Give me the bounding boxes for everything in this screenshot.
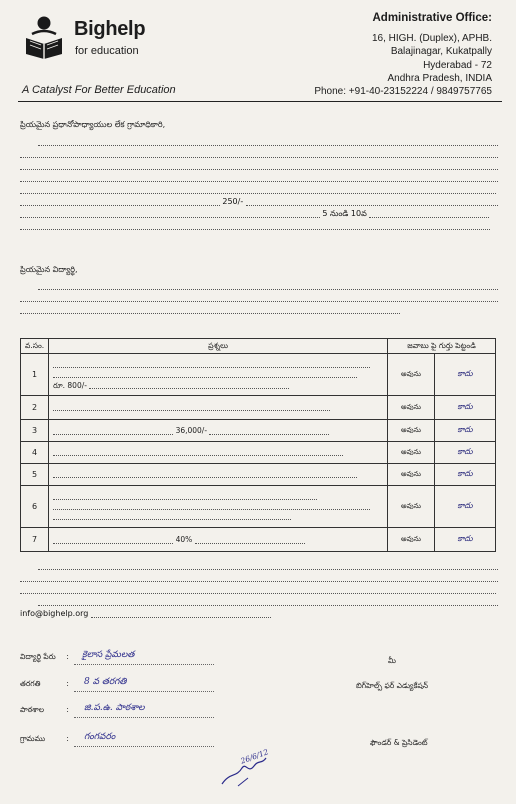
table-row xyxy=(21,354,496,396)
answer-yes[interactable]: అవును xyxy=(388,528,435,552)
question-cell: రూ. 800/- xyxy=(49,354,388,396)
handwritten-signature xyxy=(218,742,278,792)
answer-yes[interactable]: అవును xyxy=(388,354,435,396)
eligibility-questions-table xyxy=(20,338,496,552)
question-cell xyxy=(49,420,388,442)
brand-subtitle: for education xyxy=(75,45,139,57)
answer-no-marked[interactable]: కాదు xyxy=(435,442,496,464)
class-range: 5 నుండి 10వ xyxy=(322,209,367,218)
village-label: గ్రామము xyxy=(20,734,46,743)
answer-no-marked[interactable]: కాదు xyxy=(435,486,496,528)
answer-yes[interactable]: అవును xyxy=(388,442,435,464)
address-line: Phone: +91-40-23152224 / 9849757765 xyxy=(314,86,492,98)
table-row xyxy=(21,528,496,552)
village-field: గ్రామము : xyxy=(20,734,69,743)
table-row xyxy=(21,464,496,486)
header-divider xyxy=(18,101,502,102)
school-value[interactable]: జి.ప.ఉ. పాఠశాల xyxy=(84,703,145,713)
village-value[interactable]: గంగవరం xyxy=(84,732,116,742)
school-label: పాఠశాల xyxy=(20,705,45,714)
sign-off-prefix: మీ xyxy=(388,656,396,665)
question-cell xyxy=(49,486,388,528)
instructions-paragraph xyxy=(20,560,498,620)
greeting: ప్రియమైన ప్రధానోపాధ్యాయుల లేక గ్రామాధికారి, xyxy=(20,120,166,129)
question-cell xyxy=(49,464,388,486)
column-header-answer: జవాబు పై గుర్తు పెట్టండి xyxy=(388,339,496,354)
table-row xyxy=(21,420,496,442)
row-number: 2 xyxy=(21,396,49,420)
handwritten-date: 26/6/12 xyxy=(239,747,270,766)
answer-yes[interactable]: అవును xyxy=(388,486,435,528)
reading-person-logo-icon xyxy=(22,14,66,60)
school-line xyxy=(74,717,214,718)
contact-email: info@bighelp.org xyxy=(20,609,89,618)
row-number: 6 xyxy=(21,486,49,528)
answer-no-marked[interactable]: కాదు xyxy=(435,528,496,552)
q3-amount: 36,000/- xyxy=(175,426,208,435)
bighelp-logo xyxy=(22,14,162,64)
signatory-role: ఫౌండర్ & ప్రెసిడెంట్ xyxy=(370,738,428,747)
tagline: A Catalyst For Better Education xyxy=(22,84,176,96)
question-cell xyxy=(49,396,388,420)
answer-yes[interactable]: అవును xyxy=(388,464,435,486)
row-number: 3 xyxy=(21,420,49,442)
office-title: Administrative Office: xyxy=(372,12,492,24)
row-number: 4 xyxy=(21,442,49,464)
answer-yes[interactable]: అవును xyxy=(388,396,435,420)
answer-no-marked[interactable]: కాదు xyxy=(435,464,496,486)
q1-amount: 800/- xyxy=(67,380,87,390)
table-header-row xyxy=(21,339,496,354)
answer-no-marked[interactable]: కాదు xyxy=(435,420,496,442)
student-name-label: విద్యార్థి పేరు xyxy=(20,652,56,661)
name-line xyxy=(74,664,214,665)
intro-paragraph xyxy=(20,136,498,232)
answer-no-marked[interactable]: కాదు xyxy=(435,396,496,420)
row-number: 5 xyxy=(21,464,49,486)
address-line: 16, HIGH. (Duplex), APHB. xyxy=(371,33,492,45)
office-address-block xyxy=(314,12,492,98)
address-line: Hyderabad - 72 xyxy=(423,59,492,71)
answer-yes[interactable]: అవును xyxy=(388,420,435,442)
scholarship-amount: 250/- xyxy=(222,197,244,206)
organisation-name: బిగ్‌హెల్ప్ ఫర్ ఎడ్యుకేషన్ xyxy=(356,681,429,690)
table-row xyxy=(21,396,496,420)
class-label: తరగతి xyxy=(20,679,41,688)
q7-percent: 40% xyxy=(175,535,193,544)
column-header-questions: ప్రశ్నలు xyxy=(49,339,388,354)
student-name-value[interactable]: కైలాస ప్రేమలత xyxy=(82,650,135,660)
student-paragraph xyxy=(20,280,498,316)
column-header-serial: వ.సం. xyxy=(21,339,49,354)
address-line: Andhra Pradesh, INDIA xyxy=(387,72,492,84)
brand-name: Bighelp xyxy=(74,18,146,40)
address-line: Balajinagar, Kukatpally xyxy=(390,46,492,58)
row-number: 7 xyxy=(21,528,49,552)
question-cell xyxy=(49,528,388,552)
class-line xyxy=(74,691,214,692)
answer-no-marked[interactable]: కాదు xyxy=(435,354,496,396)
question-cell xyxy=(49,442,388,464)
student-name-field: విద్యార్థి పేరు : xyxy=(20,652,69,661)
row-number: 1 xyxy=(21,354,49,396)
class-value[interactable]: 8 వ తరగతి xyxy=(84,677,127,687)
school-field: పాఠశాల : xyxy=(20,705,69,714)
table-row xyxy=(21,442,496,464)
village-line xyxy=(74,746,214,747)
table-row xyxy=(21,486,496,528)
class-field: తరగతి : xyxy=(20,679,69,688)
student-salutation: ప్రియమైన విద్యార్థి, xyxy=(20,265,78,274)
